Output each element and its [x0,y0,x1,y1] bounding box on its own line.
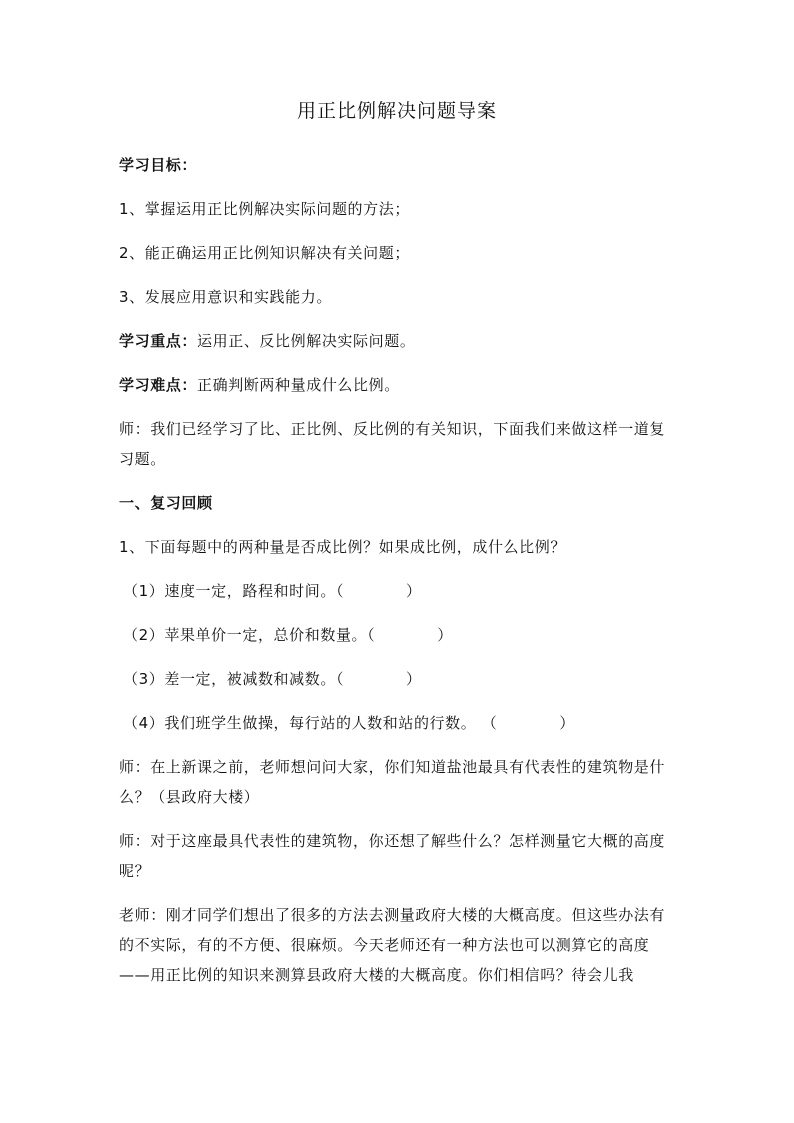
difficulty-point [119,370,675,400]
key-point-text: 运用正、反比例解决实际问题。 [197,332,416,350]
question-item [119,576,675,606]
question-item-text: （3）差一定，被减数和减数。（ [123,670,345,688]
question-item [119,620,675,650]
key-point [119,326,675,356]
teacher-paragraph: 老师：刚才同学们想出了很多的方法去测量政府大楼的大概高度。但这些办法有的不实际，有的不方便、很麻烦。今天老师还有一种方法也可以测算它的高度——用正比例的知识来测算县政府大楼的大概高度。你们相信吗？待会儿我 [119,906,666,984]
question-item-close: ） [406,582,422,600]
goal-item: 3、发展应用意识和实践能力。 [119,288,332,306]
goals-heading: 学习目标： [119,156,198,174]
question-item-text: （4）我们班学生做操，每行站的人数和站的行数。 （ [123,714,498,732]
question-item [119,708,675,738]
difficulty-text: 正确判断两种量成什么比例。 [197,376,400,394]
question-item-text: （2）苹果单价一定，总价和数量。（ [123,626,376,644]
question-1: 1、下面每题中的两种量是否成比例？如果成比例，成什么比例？ [119,538,566,556]
goal-item: 2、能正确运用正比例知识解决有关问题； [119,244,410,262]
question-item-text: （1）速度一定，路程和时间。（ [123,582,345,600]
difficulty-label: 学习难点： [119,376,198,394]
question-item-close: ） [559,714,575,732]
teacher-paragraph: 师：在上新课之前，老师想问问大家，你们知道盐池最具有代表性的建筑物是什么？（县政府大楼） [119,758,666,806]
intro-paragraph: 师：我们已经学习了比、正比例、反比例的有关知识，下面我们来做这样一道复习题。 [119,420,666,468]
teacher-paragraph: 师：对于这座最具代表性的建筑物，你还想了解些什么？怎样测量它大概的高度呢？ [119,832,666,880]
document-title: 用正比例解决问题导案 [296,100,497,122]
question-item [119,664,675,694]
goal-item: 1、掌握运用正比例解决实际问题的方法； [119,200,410,218]
section-heading: 一、复习回顾 [119,494,213,512]
question-item-close: ） [437,626,453,644]
question-item-close: ） [406,670,422,688]
document-body [119,150,675,1004]
key-point-label: 学习重点： [119,332,198,350]
